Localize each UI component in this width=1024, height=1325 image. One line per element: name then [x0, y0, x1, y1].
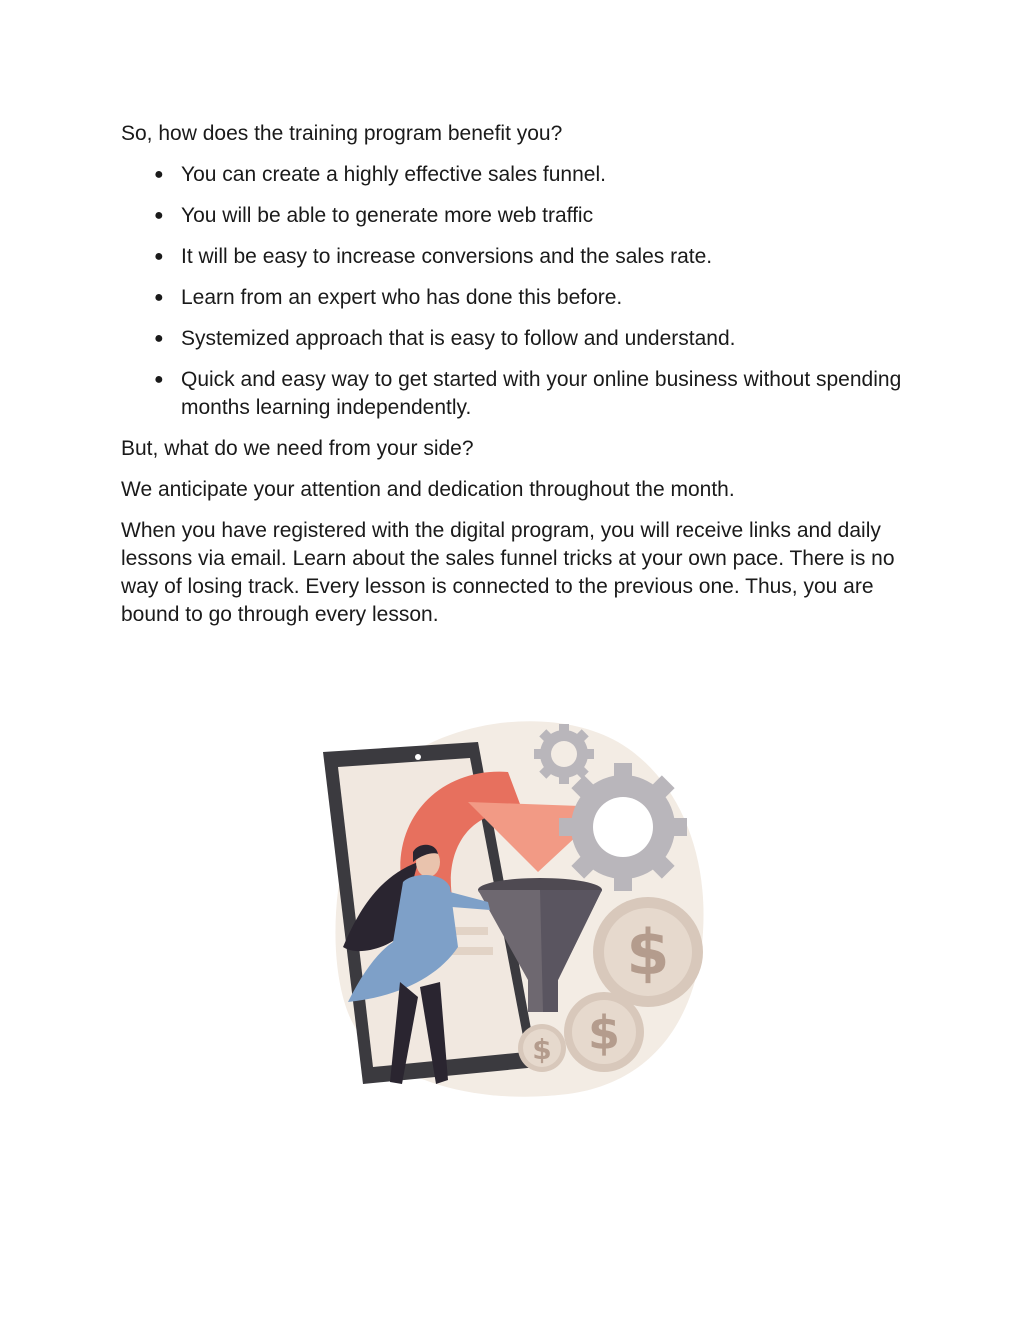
dollar-coin-icon	[593, 897, 703, 1007]
bullet-icon: ●	[154, 207, 164, 224]
list-item: ● Learn from an expert who has done this before.	[121, 284, 911, 312]
dollar-coin-icon	[564, 992, 644, 1072]
list-item: ● Systemized approach that is easy to follow and understand.	[121, 325, 911, 353]
bullet-icon: ●	[154, 371, 164, 388]
need-question: But, what do we need from your side?	[121, 437, 474, 460]
bullet-icon: ●	[154, 289, 164, 306]
gear-icon	[559, 763, 687, 891]
benefits-list	[121, 161, 911, 422]
list-item: ● It will be easy to increase conversions and the sales rate.	[121, 243, 911, 271]
bullet-icon: ●	[154, 166, 164, 183]
anticipate-paragraph: We anticipate your attention and dedication throughout the month.	[121, 478, 735, 501]
gear-icon	[534, 724, 594, 784]
svg-text:$: $	[626, 916, 670, 989]
registration-paragraph: When you have registered with the digital program, you will receive links and daily lessons via email. Learn about the sales funnel tricks at your own pace. There is no way of losing track. Every lesson is connected to the previous one. Thus, you are bound to go through every lesson.	[121, 519, 895, 626]
list-item: ● You will be able to generate more web traffic	[121, 202, 911, 230]
dollar-coin-icon	[518, 1024, 566, 1072]
intro-question: So, how does the training program benefit you?	[121, 122, 563, 145]
document-body	[121, 120, 911, 642]
bullet-icon: ●	[154, 330, 164, 347]
svg-text:$: $	[532, 1033, 552, 1066]
svg-text:$: $	[587, 1006, 621, 1060]
sales-funnel-illustration	[318, 712, 708, 1102]
bullet-icon: ●	[154, 248, 164, 265]
list-item: ● You can create a highly effective sales funnel.	[121, 161, 911, 189]
list-item: ● Quick and easy way to get started with your online business without spending months learning independently.	[154, 368, 902, 419]
